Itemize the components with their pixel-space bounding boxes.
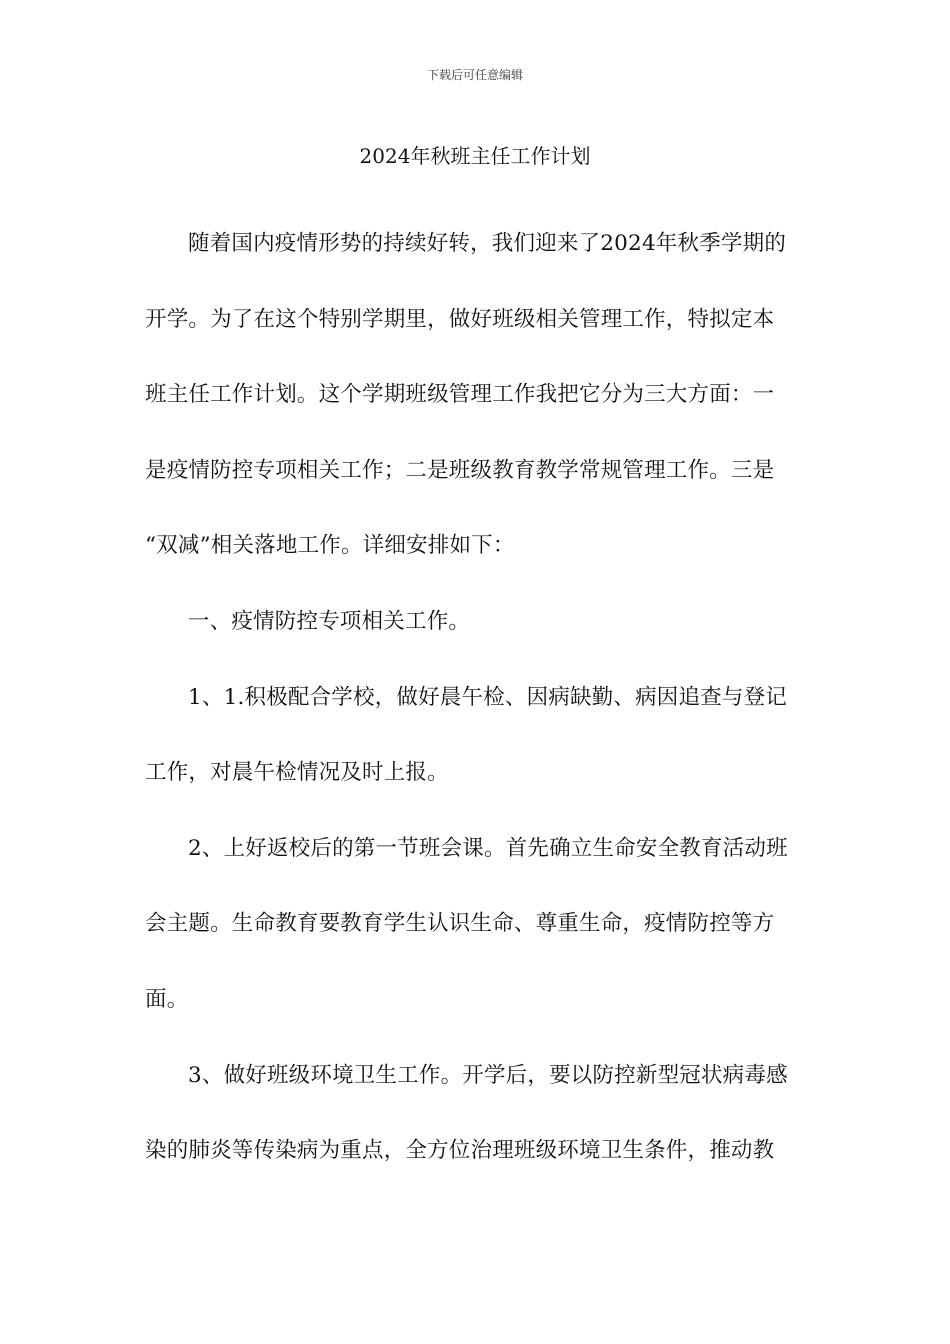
page-title: 2024年秋班主任工作计划 <box>359 144 591 168</box>
body-line: 会主题。生命教育要教育学生认识生命、尊重生命，疫情防控等方 <box>145 911 775 937</box>
body-line: 开学。为了在这个特别学期里，做好班级相关管理工作，特拟定本 <box>145 306 775 332</box>
body-line: 染的肺炎等传染病为重点，全方位治理班级环境卫生条件，推动教 <box>145 1138 775 1164</box>
body-line: 随着国内疫情形势的持续好转，我们迎来了2024年秋季学期的 <box>188 231 787 256</box>
body-line: 工作，对晨午检情况及时上报。 <box>145 760 449 786</box>
body-line: “双减”相关落地工作。详细安排如下： <box>145 533 515 559</box>
body-line: 是疫情防控专项相关工作；二是班级教育教学常规管理工作。三是 <box>145 457 775 483</box>
body-line: 2、上好返校后的第一节班会课。首先确立生命安全教育活动班 <box>188 835 788 861</box>
body-line: 3、做好班级环境卫生工作。开学后，要以防控新型冠状病毒感 <box>188 1062 788 1088</box>
body-line: 面。 <box>145 986 189 1012</box>
document-body <box>145 206 805 1189</box>
body-line: 1、1.积极配合学校，做好晨午检、因病缺勤、病因追查与登记 <box>188 684 787 710</box>
section-heading: 一、疫情防控专项相关工作。 <box>188 608 471 634</box>
header-note: 下载后可任意编辑 <box>426 68 523 82</box>
body-line: 班主任工作计划。这个学期班级管理工作我把它分为三大方面：一 <box>145 382 775 408</box>
